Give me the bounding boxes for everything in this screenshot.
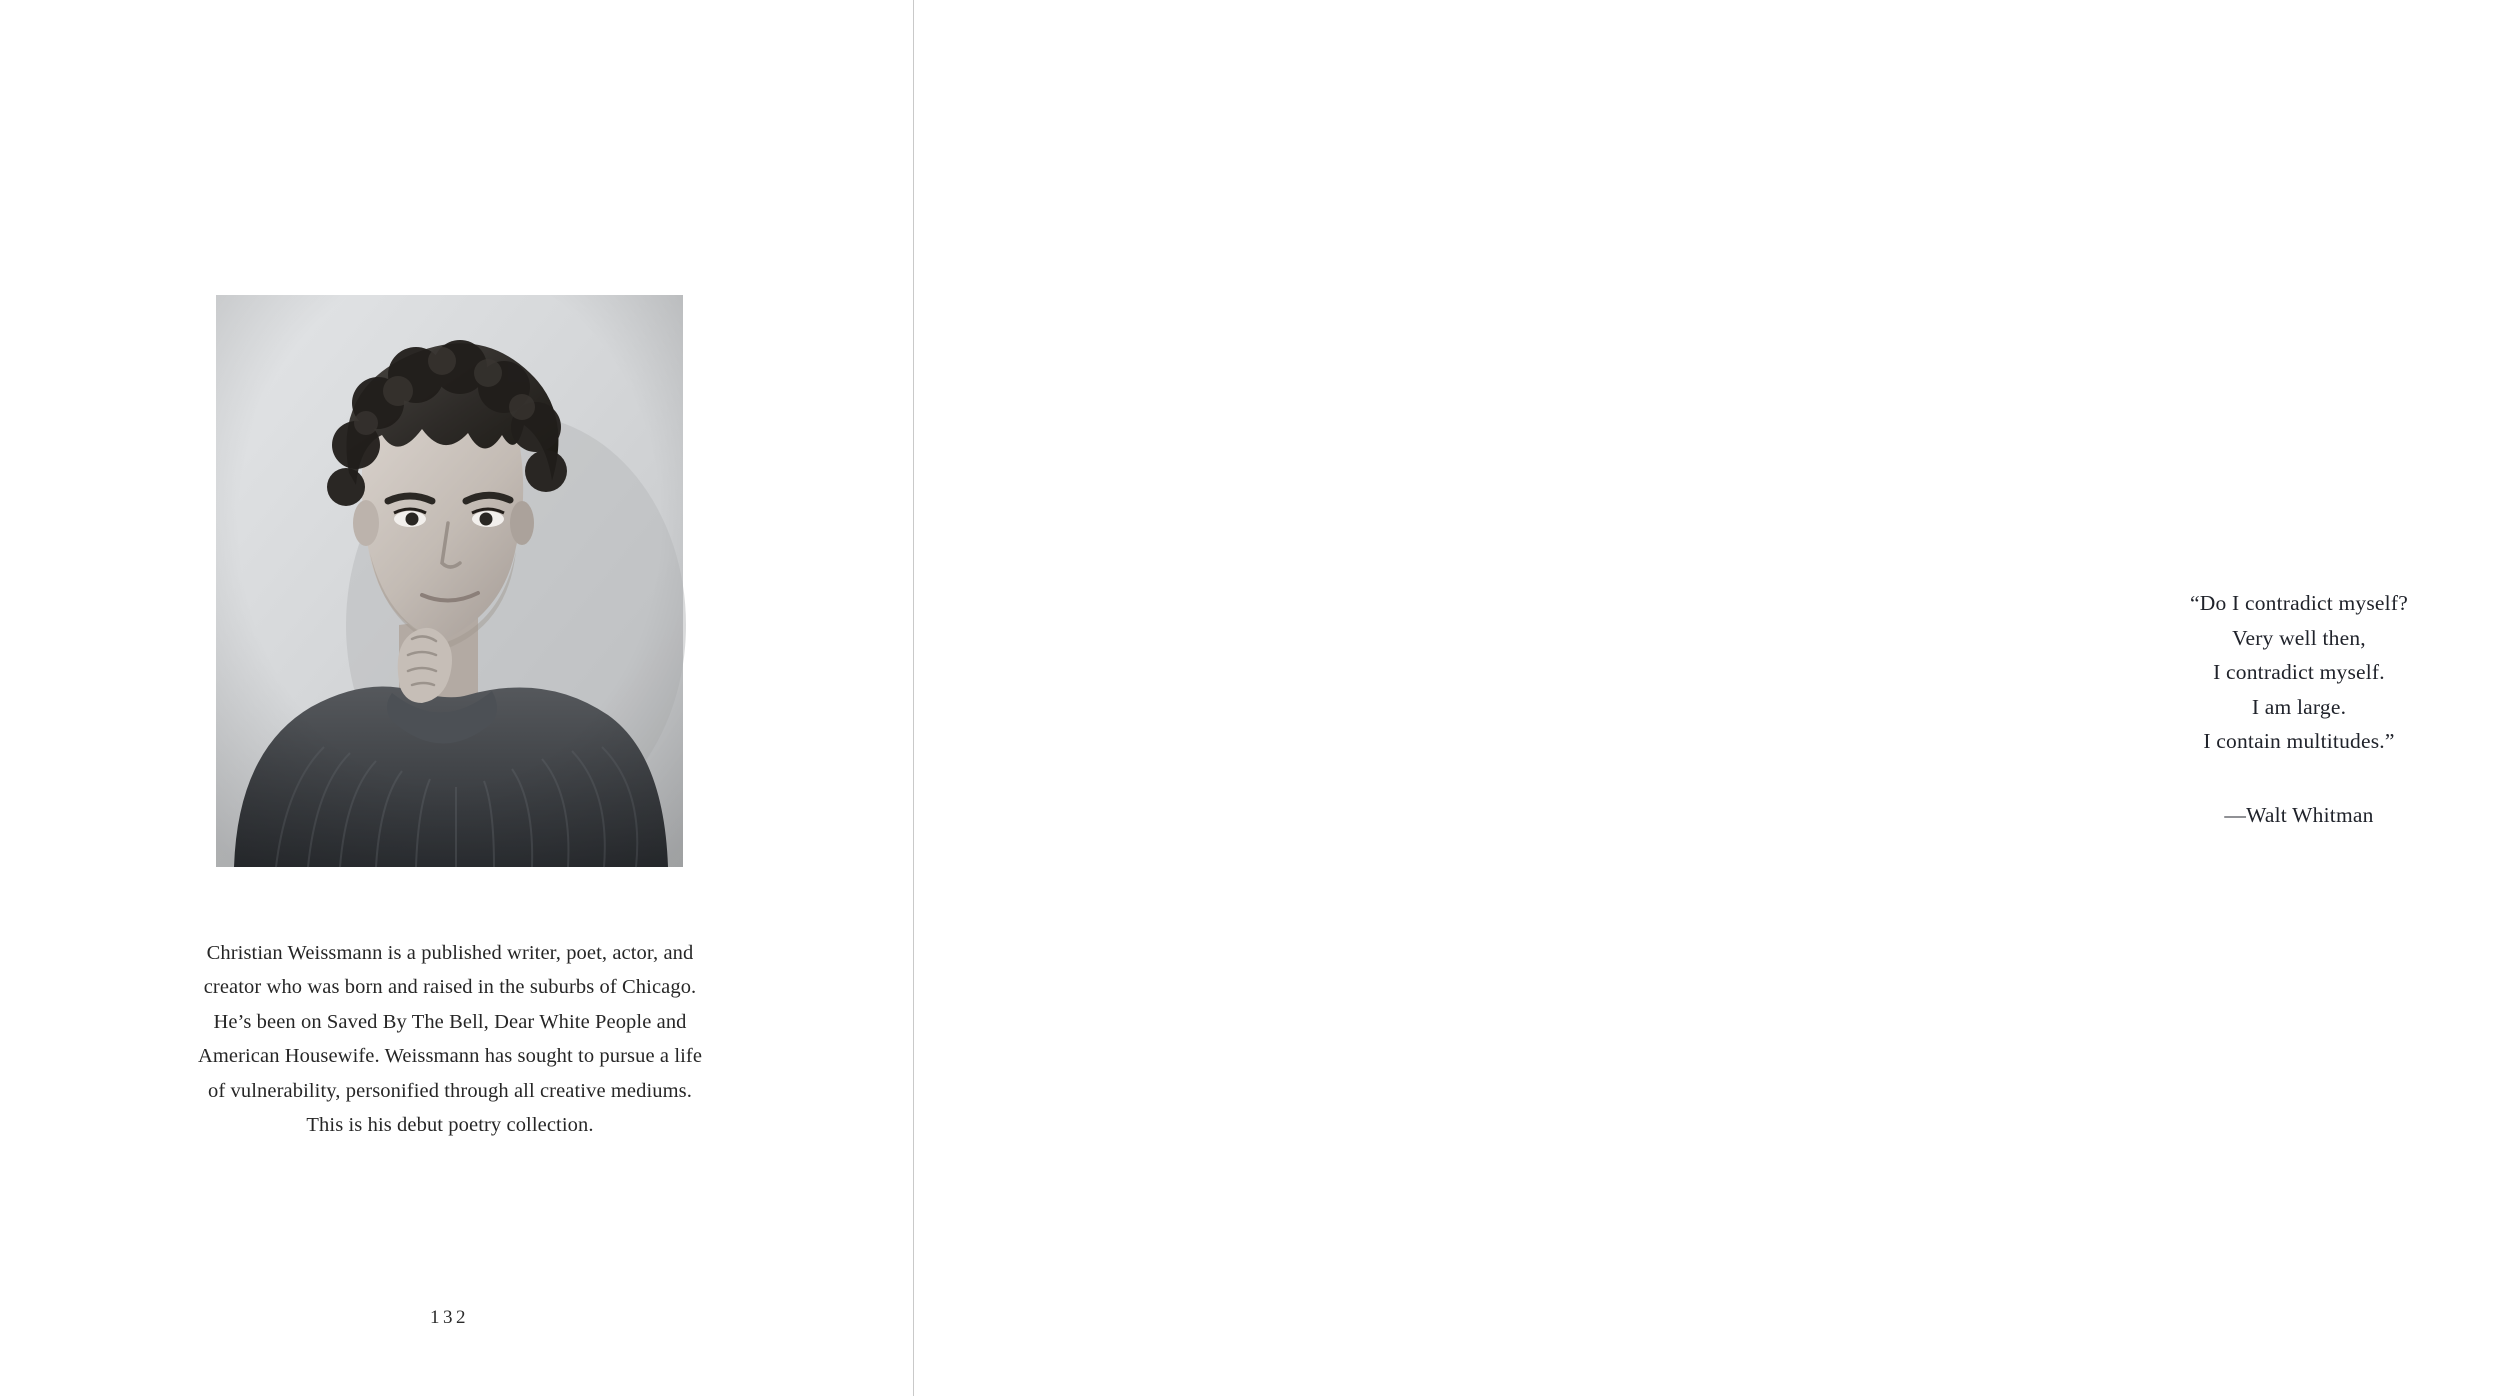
left-page [0, 0, 914, 1396]
epigraph-attribution: —Walt Whitman [2224, 803, 2374, 827]
page-number: 132 [430, 1307, 469, 1328]
author-bio-text: Christian Weissmann is a published writer, poet, actor, and creator who was born and raised in the suburbs of Chicago. He’s been on Saved By The Bell, Dear White People and American Housewife. Weissmann has sought to pursue a life of vulnerability, personified through all creative mediums. This is his debut poetry collection. [197, 941, 703, 1136]
epigraph-line: I contradict myself. [2213, 660, 2385, 684]
epigraph-quote [2094, 586, 2504, 759]
epigraph-line: “Do I contradict myself? [2190, 591, 2408, 615]
right-page [914, 0, 2408, 1396]
epigraph-line: I am large. [2251, 694, 2347, 719]
author-portrait-photo [216, 295, 683, 867]
epigraph-line: I contain multitudes.” [2203, 729, 2395, 753]
epigraph-line: Very well then, [2232, 625, 2366, 650]
